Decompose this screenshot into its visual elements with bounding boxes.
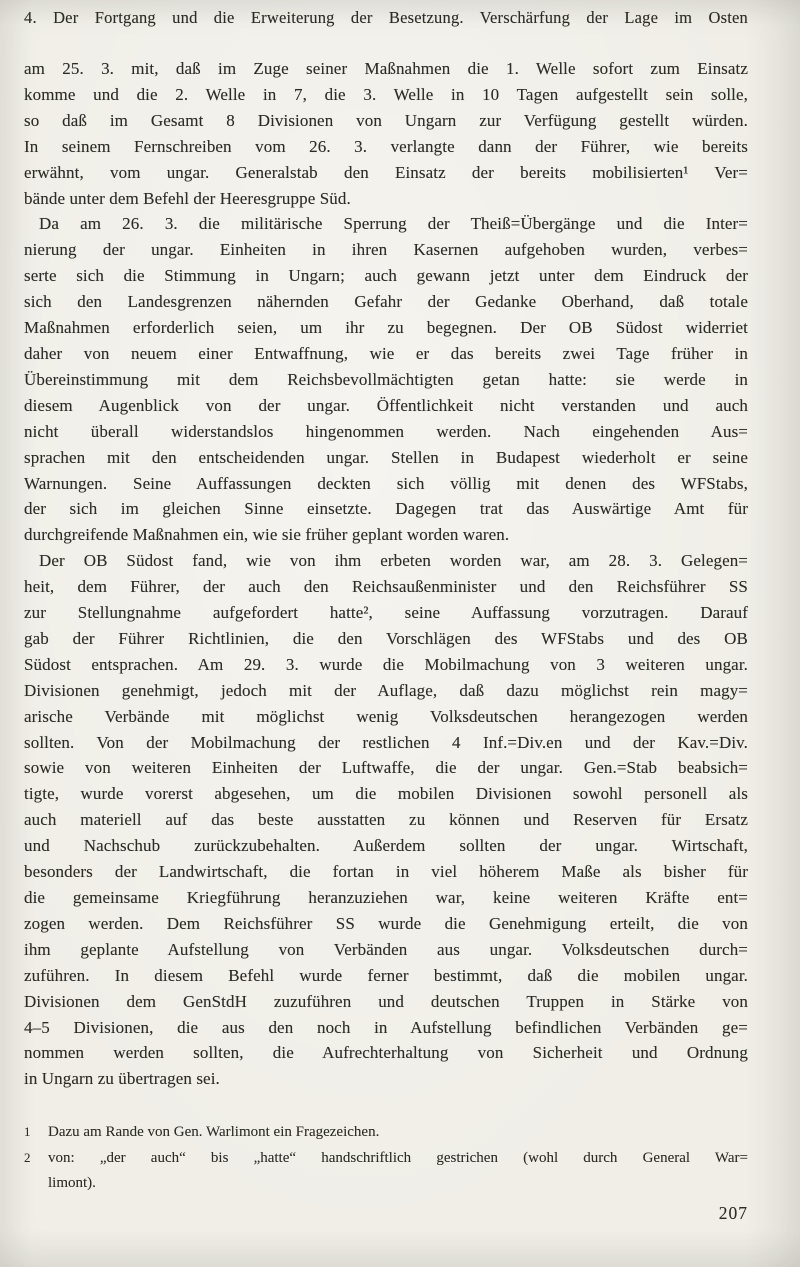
text-line: zogen werden. Dem Reichsführer SS wurde die Genehmigung erteilt, die von — [24, 913, 748, 933]
text-line: Divisionen dem GenStdH zuzuführen und deutschen Truppen in Stärke von — [24, 991, 748, 1011]
text-line: gab der Führer Richtlinien, die den Vorschlägen des WFStabs und des OB — [24, 628, 748, 648]
text-line: auch materiell auf das beste ausstatten zu können und Reserven für Ersatz — [24, 810, 748, 830]
text-line: Maßnahmen erforderlich seien, um ihr zu begegnen. Der OB Südost widerriet — [24, 318, 748, 338]
text-line: nicht überall widerstandslos hingenommen werden. Nach eingehenden Aus= — [24, 421, 748, 441]
text-line: 4–5 Divisionen, die aus den noch in Aufstellung befindlichen Verbänden ge= — [24, 1017, 748, 1037]
footnote-marker: 2 — [24, 1150, 31, 1165]
footnote-line — [24, 1119, 748, 1145]
text-line: der sich im gleichen Sinne einsetzte. Dagegen trat das Auswärtige Amt für — [24, 499, 748, 519]
text-line: komme und die 2. Welle in 7, die 3. Welle in 10 Tagen aufgestellt sein solle, — [24, 84, 748, 104]
text-line: Der OB Südost fand, wie von ihm erbeten worden war, am 28. 3. Gelegen= — [39, 551, 748, 571]
text-line: ihm geplante Aufstellung von Verbänden aus ungar. Volksdeutschen durch= — [24, 939, 748, 959]
text-line: Divisionen genehmigt, jedoch mit der Auflage, daß dazu möglichst rein magy= — [24, 680, 748, 700]
text-line: nommen werden sollten, die Aufrechterhaltung von Sicherheit und Ordnung — [24, 1043, 748, 1063]
text-line: die gemeinsame Kriegführung heranzuziehen war, keine weiteren Kräfte ent= — [24, 888, 748, 907]
text-line: heit, dem Führer, der auch den Reichsaußenminister und den Reichsführer SS — [24, 577, 748, 597]
text-line: Südost entsprachen. Am 29. 3. wurde die Mobilmachung von 3 weiteren ungar. — [24, 654, 748, 674]
text-line: und Nachschub zurückzubehalten. Außerdem sollten der ungar. Wirtschaft, — [24, 836, 748, 856]
text-line: serte sich die Stimmung in Ungarn; auch gewann jetzt unter dem Eindruck der — [24, 266, 748, 286]
text-line: arische Verbände mit möglichst wenig Volksdeutschen herangezogen werden — [24, 706, 748, 726]
text-line: tigte, wurde vorerst abgesehen, um die mobilen Divisionen sowohl personell als — [24, 784, 748, 804]
footnote-marker: 1 — [24, 1124, 31, 1139]
text-line: durchgreifende Maßnahmen ein, wie sie früher geplant worden waren. — [24, 525, 510, 545]
text-line: so daß im Gesamt 8 Divisionen von Ungarn zur Verfügung gestellt würden. — [24, 110, 748, 130]
text-line: Übereinstimmung mit dem Reichsbevollmächtigten getan hatte: sie werde in — [24, 369, 748, 389]
text-line: sprachen mit den entscheidenden ungar. Stellen in Budapest wiederholt er seine — [24, 447, 748, 467]
text-line: nierung der ungar. Einheiten in ihren Kasernen aufgehoben wurden, verbes= — [24, 240, 748, 260]
text-line: am 25. 3. mit, daß im Zuge seiner Maßnahmen die 1. Welle sofort zum Einsatz — [24, 59, 748, 78]
page-number: 207 — [718, 1203, 748, 1223]
text-line: sollten. Von der Mobilmachung der restlichen 4 Inf.=Div.en und der Kav.=Div. — [24, 732, 748, 752]
footnote-line: limont). — [48, 1175, 96, 1191]
text-line: daher von neuem einer Entwaffnung, wie er das bereits zwei Tage früher in — [24, 343, 748, 363]
footnote-text: von: „der auch“ bis „hatte“ handschriftlich gestrichen (wohl durch General War= — [48, 1150, 748, 1166]
text-line: sich den Landesgrenzen nähernden Gefahr der Gedanke Oberhand, daß totale — [24, 292, 748, 312]
text-line: bände unter dem Befehl der Heeresgruppe Süd. — [24, 188, 351, 208]
text-line: besonders der Landwirtschaft, die fortan in viel höherem Maße als bisher für — [24, 862, 748, 882]
text-line: zur Stellungnahme aufgefordert hatte², seine Auffassung vorzutragen. Darauf — [24, 603, 748, 623]
text-line: diesem Augenblick von der ungar. Öffentlichkeit nicht verstanden und auch — [24, 395, 748, 415]
body-text — [24, 56, 748, 1092]
text-line: Da am 26. 3. die militärische Sperrung der Theiß=Übergänge und die Inter= — [39, 214, 748, 234]
text-line: in Ungarn zu übertragen sei. — [24, 1069, 220, 1089]
text-line: zuführen. In diesem Befehl wurde ferner bestimmt, daß die mobilen ungar. — [24, 965, 748, 985]
text-line: sowie von weiteren Einheiten der Luftwaffe, die der ungar. Gen.=Stab beabsich= — [24, 758, 748, 778]
running-header: 4. Der Fortgang und die Erweiterung der Besetzung. Verschärfung der Lage im Osten — [24, 8, 748, 27]
text-line: In seinem Fernschreiben vom 26. 3. verlangte dann der Führer, wie bereits — [24, 136, 748, 156]
text-line: Warnungen. Seine Auffassungen deckten sich völlig mit denen des WFStabs, — [24, 473, 748, 493]
footnotes — [24, 1119, 748, 1196]
footnote-line — [24, 1145, 748, 1171]
footnote-text: Dazu am Rande von Gen. Warlimont ein Fragezeichen. — [48, 1124, 380, 1140]
text-line: erwähnt, vom ungar. Generalstab den Einsatz der bereits mobilisierten¹ Ver= — [24, 162, 748, 182]
